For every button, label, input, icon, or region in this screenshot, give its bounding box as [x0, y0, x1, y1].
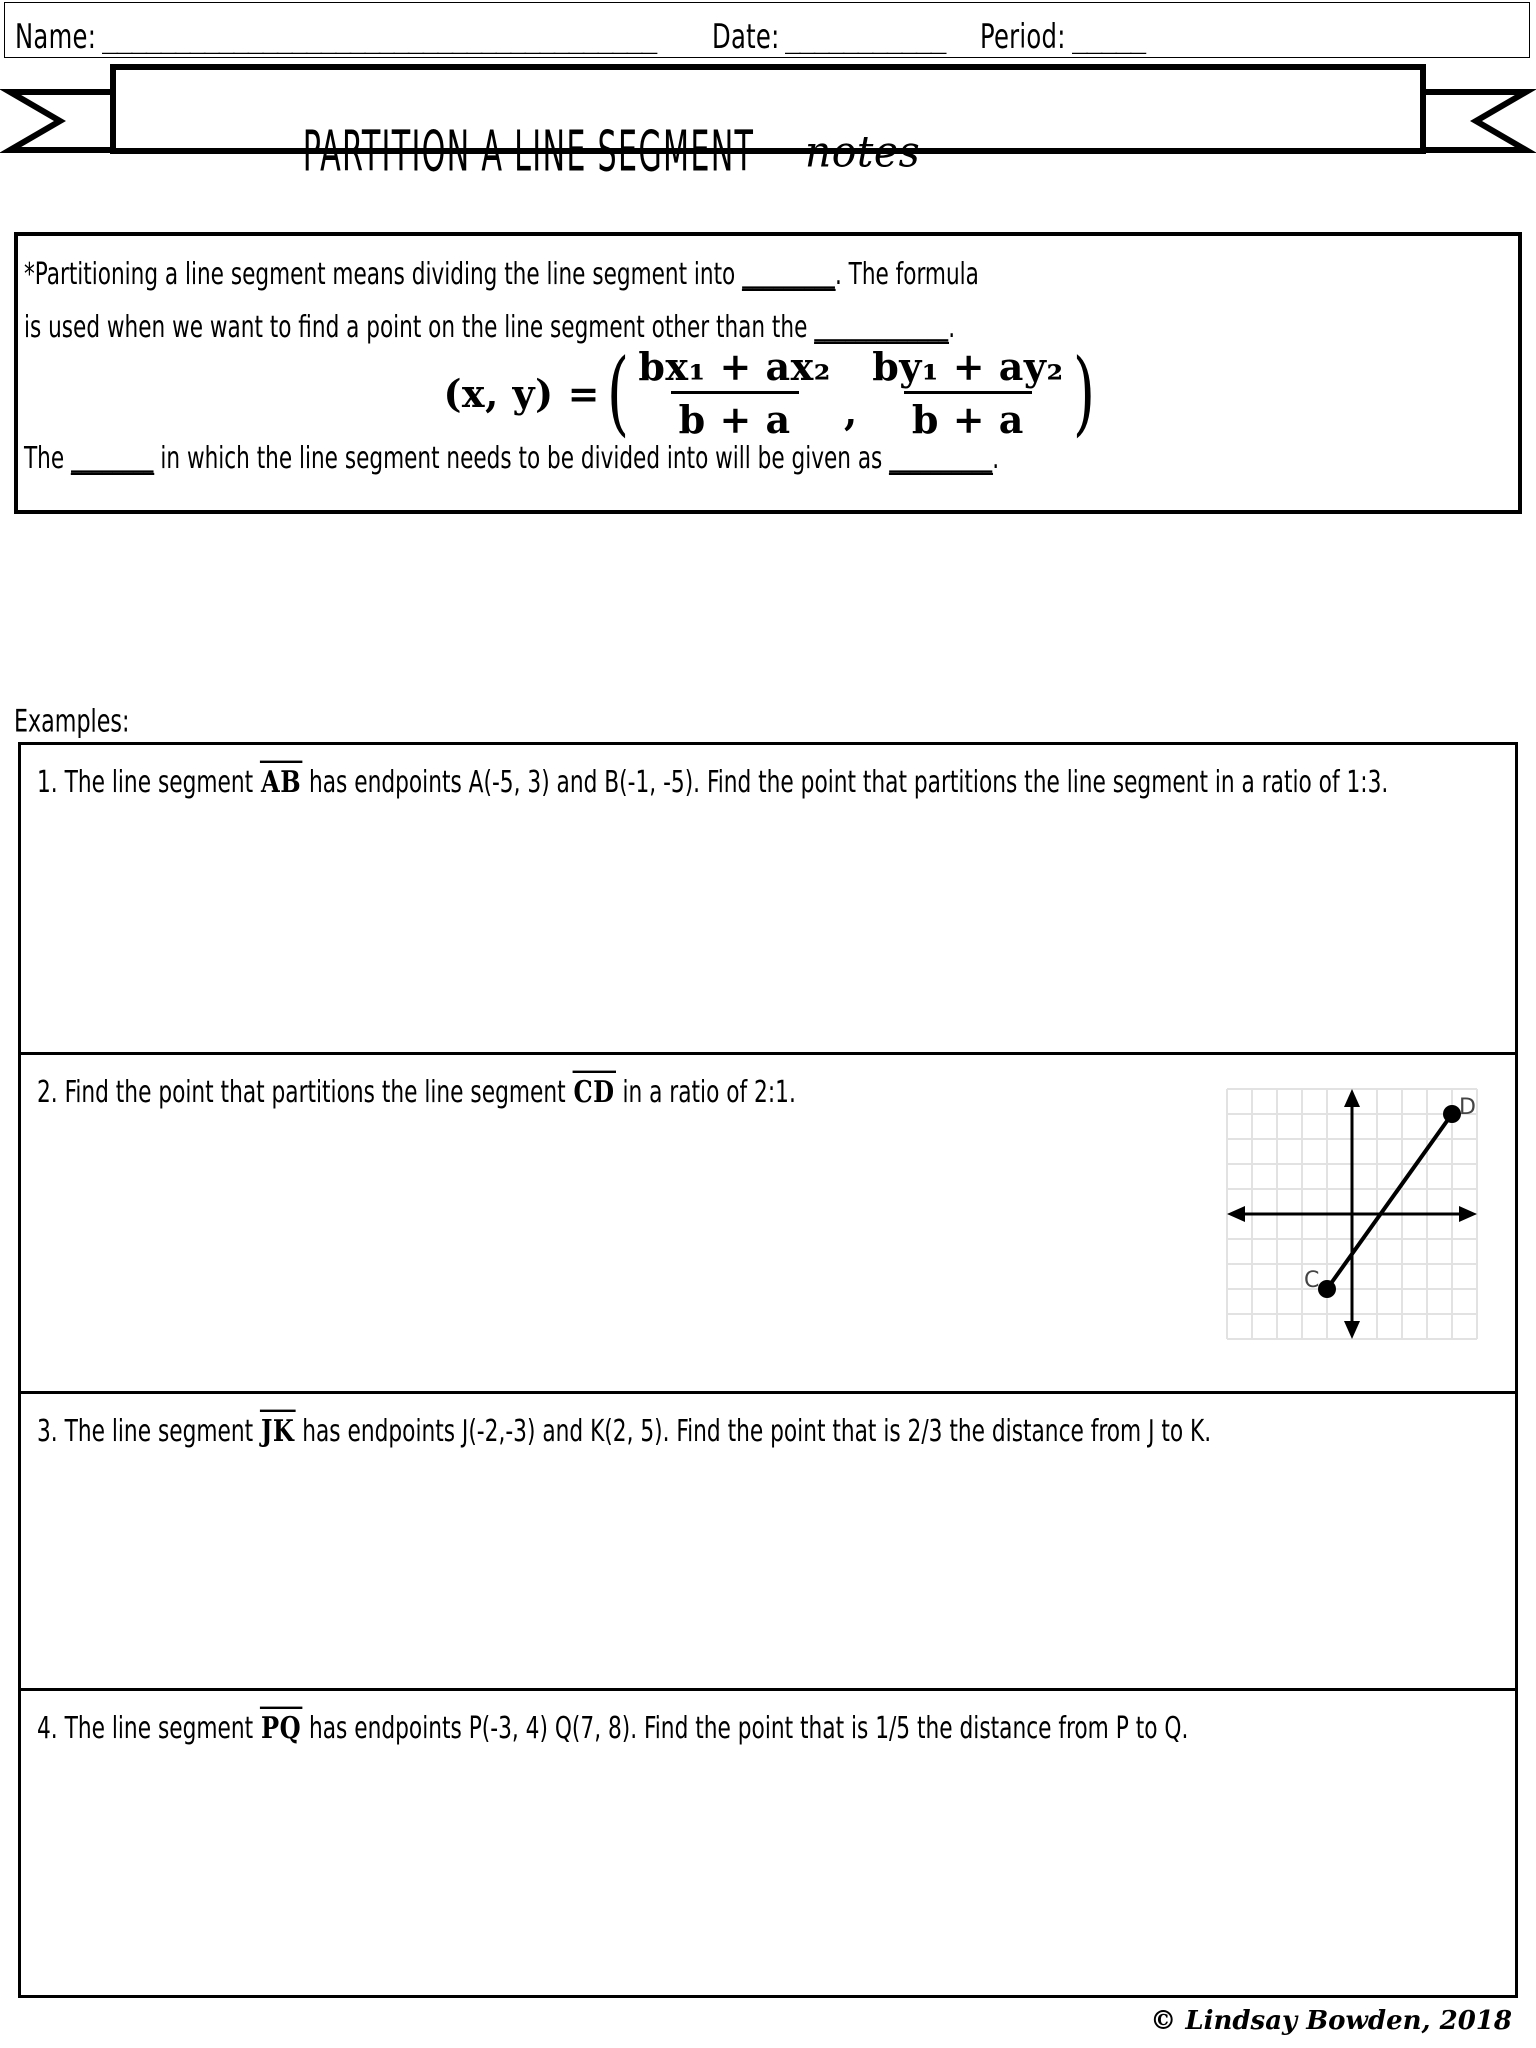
partition-formula: [18, 339, 1518, 447]
example-2-number: 2.: [37, 1074, 58, 1109]
example-2-text-after: in a ratio of 2:1.: [615, 1074, 796, 1109]
point-c-label: C: [1304, 1268, 1320, 1293]
example-4-number: 4.: [37, 1710, 58, 1745]
example-4-text: [37, 1703, 1417, 1753]
definition-paragraph-2: [24, 432, 1454, 485]
definition-line2-part1: is used when we want to find a point on the line segment other than the: [24, 309, 815, 344]
period-blank-field[interactable]: _____: [1072, 26, 1145, 54]
definition-line3-part3: .: [992, 440, 1000, 476]
copyright-footer: © Lindsay Bowden, 2018: [1150, 2006, 1512, 2036]
formula-y-numerator: by₁ + ay₂: [872, 344, 1064, 389]
example-row-4: [21, 1691, 1515, 1995]
example-1-text-after: has endpoints A(-5, 3) and B(-1, -5). Find the point that partitions the line segment in a ratio of 1:3.: [302, 764, 1389, 799]
student-info-bar: [4, 2, 1530, 58]
coordinate-grid-graph: [1225, 1087, 1479, 1341]
formula-y-fraction: [864, 344, 1071, 442]
date-blank-field[interactable]: ___________: [784, 26, 946, 54]
example-1-text-before: The line segment: [64, 764, 261, 799]
title-banner: [0, 62, 1536, 185]
definition-line1-part2: . The formula: [834, 256, 979, 292]
formula-open-paren: (: [607, 339, 630, 447]
example-1-segment-label: AB: [260, 761, 302, 799]
example-4-text-before: The line segment: [64, 1710, 261, 1745]
formula-x-fraction: [630, 344, 839, 442]
example-1-number: 1.: [37, 764, 58, 799]
examples-table: [18, 742, 1518, 1998]
definition-line3-blank-1[interactable]: ________: [71, 440, 154, 476]
formula-x-denominator: b + a: [671, 391, 799, 442]
definition-box: [14, 232, 1522, 514]
point-d-label: D: [1459, 1095, 1476, 1120]
formula-y-denominator: b + a: [904, 391, 1032, 442]
period-label: Period:: [979, 16, 1066, 57]
name-blank-field[interactable]: ______________________________________: [102, 26, 657, 54]
definition-line2-blank[interactable]: _____________: [814, 309, 949, 344]
example-1-text: [37, 757, 1417, 807]
example-row-3: [21, 1394, 1515, 1691]
point-c-marker: [1318, 1280, 1336, 1298]
example-row-2: [21, 1055, 1515, 1394]
definition-line2-part2: .: [948, 309, 956, 344]
formula-comma: ,: [843, 389, 858, 434]
banner-title-main: PARTITION A LINE SEGMENT: [302, 119, 755, 185]
formula-close-paren: ): [1072, 339, 1095, 447]
formula-equals-sign: =: [567, 370, 600, 416]
date-label: Date:: [712, 16, 780, 57]
name-label: Name:: [15, 16, 97, 57]
example-4-segment-label: PQ: [260, 1707, 302, 1745]
example-2-text: [37, 1067, 1176, 1117]
formula-expression: [443, 339, 1095, 447]
example-3-segment-label: JK: [260, 1410, 295, 1448]
definition-line3-blank-2[interactable]: __________: [889, 440, 993, 476]
example-3-text-before: The line segment: [64, 1413, 261, 1448]
definition-line1-part1: *Partitioning a line segment means dividing the line segment into: [24, 256, 743, 292]
example-2-segment-label: CD: [573, 1071, 616, 1109]
definition-paragraph-1: [24, 248, 1454, 354]
examples-heading: Examples:: [14, 704, 130, 740]
definition-line1-blank[interactable]: _________: [742, 256, 835, 292]
segment-cd: [1327, 1114, 1452, 1289]
example-row-1: [21, 745, 1515, 1055]
example-3-text: [37, 1406, 1417, 1456]
example-4-text-after: has endpoints P(-3, 4) Q(7, 8). Find the point that is 1/5 the distance from P to Q.: [302, 1710, 1189, 1745]
example-3-number: 3.: [37, 1413, 58, 1448]
banner-title-text: [113, 119, 1073, 185]
formula-lhs: (x, y): [443, 370, 554, 416]
example-2-text-before: Find the point that partitions the line segment: [64, 1074, 573, 1109]
definition-line3-part2: in which the line segment needs to be divided into will be given as: [153, 440, 890, 476]
student-info-row: [5, 3, 1529, 57]
formula-x-numerator: bx₁ + ax₂: [638, 344, 831, 389]
example-3-text-after: has endpoints J(-2,-3) and K(2, 5). Find the point that is 2/3 the distance from J to K.: [295, 1413, 1212, 1448]
banner-title-script: notes: [804, 126, 921, 178]
definition-line3-part1: The: [24, 440, 72, 476]
